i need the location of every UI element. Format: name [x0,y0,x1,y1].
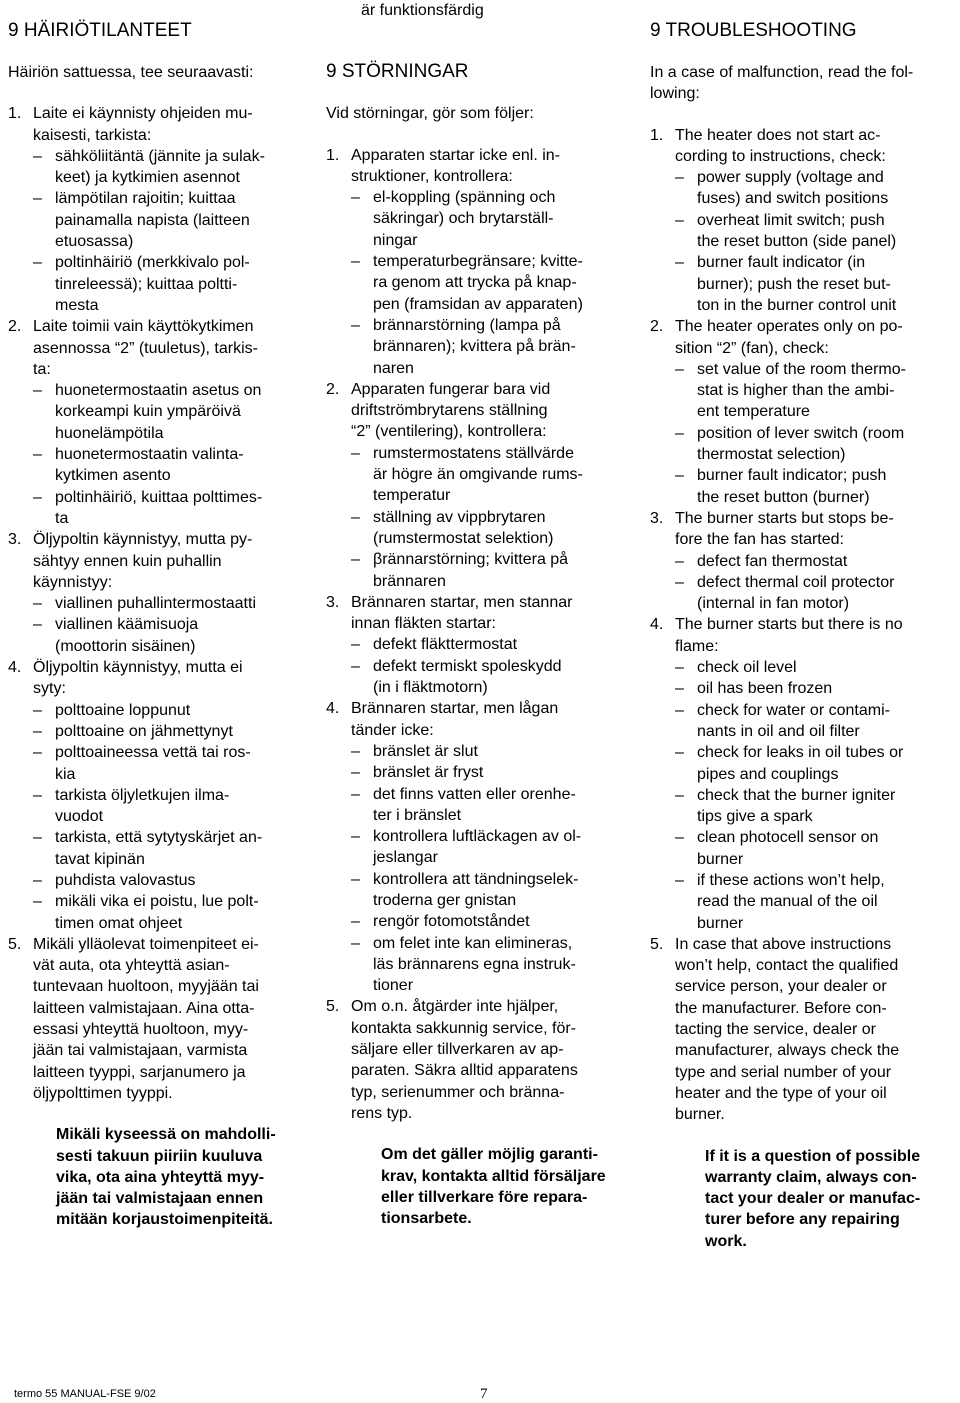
sub-item-text: lämpötilan rajoitin; kuittaa painamalla napista (laitteen etuosassa) [55,190,250,251]
sub-item-text: if these actions won’t help, read the manual of the oil burner [697,871,885,932]
item-text: Apparaten startar icke enl. in- struktioner, kontrollera: [351,146,560,185]
sub-item [351,634,648,655]
sv-section-title: 9 STÖRNINGAR [326,61,469,83]
sub-item-text: puhdista valovastus [55,871,196,889]
sub-item-text: huonetermostaatin asetus on korkeampi kuin ympäröivä huonelämpötila [55,382,262,442]
list-item [650,934,956,1126]
sub-item-text: power supply (voltage and fuses) and switch positions [697,169,889,208]
dash-bullet: – [675,467,684,485]
list-item [326,698,648,741]
sub-item [351,187,648,251]
sub-item [675,678,956,699]
item-text: Brännaren startar, men lågan tänder icke: [351,700,559,739]
en-section-title: 9 TROUBLESHOOTING [650,20,857,41]
sub-item [351,549,648,592]
dash-bullet: – [675,360,684,378]
item-text: The burner starts but stops be- fore the fan has started: [675,509,894,549]
list-item [326,996,648,1124]
sub-item [675,167,956,210]
sub-item-text: burner fault indicator; push the reset button (burner) [697,467,887,506]
item-number: 1. [650,126,664,144]
sub-item [351,443,648,507]
dash-bullet: – [33,254,42,272]
sub-item [351,826,648,869]
item-number: 5. [8,935,22,953]
list-item [8,103,308,146]
list-item [650,508,956,551]
sub-item [33,870,308,891]
sub-item [351,656,648,699]
item-text: Laite ei käynnisty ohjeiden mu- kaisesti, tarkista: [33,105,253,144]
sub-item-text: oil has been frozen [697,680,833,698]
item-text: Öljypoltin käynnistyy, mutta ei syty: [33,659,243,698]
sub-item-text: bränslet är fryst [373,764,484,782]
sub-item [33,487,308,530]
dash-bullet: – [675,169,684,187]
dash-bullet: – [33,446,42,464]
sub-item-text: ställning av vippbrytaren (rumstermostat selektion) [373,508,554,547]
english-column [650,20,956,1252]
sv-intro: Vid störningar, gör som följer: [326,105,534,123]
sub-item-text: defekt fläkttermostat [373,636,518,654]
dash-bullet: – [33,147,42,165]
list-item [650,125,956,168]
item-number: 1. [326,146,340,164]
sub-item-text: rengör fotomotståndet [373,913,530,931]
sub-item [351,251,648,315]
sub-item [351,933,648,997]
sub-item-text: polttoaine on jähmettynyt [55,722,233,740]
sub-item [675,572,956,615]
dash-bullet: – [675,744,684,762]
dash-bullet: – [351,316,360,334]
item-text: Öljypoltin käynnistyy, mutta py- sähtyy ennen kuin puhallin käynnistyy: [33,531,253,591]
dash-bullet: – [351,870,360,888]
sub-item-text: check oil level [697,659,797,677]
sub-item [33,146,308,189]
en-warranty-note: If it is a question of possible warranty claim, always con- tact your dealer or manufac- turer before any repairing work. [705,1147,921,1250]
sv-continued-line: är funktionsfärdig [361,2,484,19]
sub-item-text: defect fan thermostat [697,552,848,570]
list-item [326,379,648,443]
sub-item-text: check for water or contami- nants in oil and oil filter [697,701,890,740]
item-text: The burner starts but there is no flame: [675,616,903,655]
sub-item-text: sähköliitäntä (jännite ja sulak- keet) ja kytkimien asennot [55,147,265,187]
list-item [8,934,308,1104]
dash-bullet: – [675,659,684,677]
item-number: 2. [326,380,340,398]
dash-bullet: – [351,828,360,846]
sub-item [351,507,648,550]
dash-bullet: – [351,508,360,526]
sub-item [675,551,956,572]
dash-bullet: – [675,680,684,698]
dash-bullet: – [33,786,42,804]
dash-bullet: – [33,701,42,719]
sub-item-text: set value of the room thermo- stat is higher than the ambi- ent temperature [697,360,906,421]
item-number: 5. [326,998,340,1016]
sub-item [675,210,956,253]
sub-item-text: overheat limit switch; push the reset button (side panel) [697,211,897,251]
sub-item [675,742,956,785]
item-number: 3. [650,509,664,527]
sub-item-text: check for leaks in oil tubes or pipes and couplings [697,744,904,783]
sub-item [675,359,956,423]
dash-bullet: – [33,595,42,613]
sub-item [351,784,648,827]
dash-bullet: – [33,829,42,847]
sub-item-text: defekt termiskt spoleskydd (in i fläktmotorn) [373,657,562,697]
item-number: 4. [650,616,664,634]
footer-doc-id: termo 55 MANUAL-FSE 9/02 [14,1388,156,1400]
item-number: 3. [326,593,340,611]
list-item [326,145,648,188]
item-text: Mikäli ylläolevat toimenpiteet ei- vät auta, ota yhteyttä asian- tuntevaan huoltoon, myyjään tai laitteen valmistajaan. Aina otta- essasi yhteyttä huoltoon, myy- jään tai valmistajaan, varmista laitteen tyyppi, sarjanumero ja öljypolttimen tyyppi. [33,935,259,1102]
list-item [650,614,956,657]
fi-warranty-note: Mikäli kyseessä on mahdolli- sesti takuun piiriin kuuluva vika, ota aina yhteyttä myy- jään tai valmistajaan ennen mitään korjaustoimenpiteitä. [56,1126,276,1229]
dash-bullet: – [675,829,684,847]
en-item-list [650,125,956,1126]
page-number: 7 [480,1386,488,1402]
sub-item-text: tarkista, että sytytyskärjet an- tavat kipinän [55,829,263,868]
sub-item-text: el-koppling (spänning och säkringar) och brytarställ- ningar [373,189,556,249]
list-item [8,657,308,700]
sub-item-text: poltinhäiriö (merkkivalo pol- tinreleessä); kuittaa poltti- mesta [55,254,250,314]
sub-item-text: viallinen puhallintermostaatti [55,595,256,613]
sub-item-text: om felet inte kan elimineras, läs brännarens egna instruk- tioner [373,934,576,995]
item-text: In case that above instructions won’t help, contact the qualified service person, your dealer or the manufacturer. Before con- tacting the service, dealer or manufacturer, always check the type and serial number of your heater and the type of your oil burner. [675,935,900,1124]
dash-bullet: – [33,382,42,400]
fi-section-title: 9 HÄIRIÖTILANTEET [8,20,192,41]
sub-item [33,593,308,614]
sub-item [675,423,956,466]
sub-item [675,700,956,743]
dash-bullet: – [33,722,42,740]
item-text: The heater does not start ac- cording to instructions, check: [675,126,886,165]
fi-item-list [8,103,308,1104]
item-number: 5. [650,935,664,953]
dash-bullet: – [675,786,684,804]
sub-item-text: rumstermostatens ställvärde är högre än omgivande rums- temperatur [373,444,583,505]
dash-bullet: – [33,871,42,889]
dash-bullet: – [675,552,684,570]
dash-bullet: – [675,254,684,272]
sub-item-text: kontrollera luftläckagen av ol- jeslangar [373,828,582,867]
sub-item-text: burner fault indicator (in burner); push the reset but- ton in the burner control unit [697,254,897,314]
sub-item [351,762,648,783]
sub-item-text: polttoaineessa vettä tai ros- kia [55,744,251,783]
sub-item [33,380,308,444]
dash-bullet: – [351,934,360,952]
item-text: The heater operates only on po- sition “2” (fan), check: [675,318,903,357]
dash-bullet: – [675,701,684,719]
sub-item [33,827,308,870]
dash-bullet: – [351,636,360,654]
dash-bullet: – [675,211,684,229]
dash-bullet: – [351,253,360,271]
sub-item-text: clean photocell sensor on burner [697,829,879,868]
finnish-column [8,20,308,1231]
sub-item-text: brännarstörning (lampa på brännaren); kvittera på brän- naren [373,316,576,377]
item-number: 4. [326,700,340,718]
sub-item-text: poltinhäiriö, kuittaa polttimes- ta [55,488,263,527]
dash-bullet: – [33,744,42,762]
dash-bullet: – [351,913,360,931]
item-text: Brännaren startar, men stannar innan fläkten startar: [351,593,573,633]
sub-item-text: check that the burner igniter tips give a spark [697,786,896,826]
dash-bullet: – [351,444,360,462]
dash-bullet: – [351,785,360,803]
sub-item-text: det finns vatten eller orenhe- ter i bränslet [373,785,576,824]
dash-bullet: – [33,488,42,506]
sub-item-text: bränslet är slut [373,742,478,760]
sub-item [33,252,308,316]
dash-bullet: – [351,551,360,569]
list-item [650,316,956,359]
sub-item [675,657,956,678]
sub-item [351,315,648,379]
sub-item-text: temperaturbegränsare; kvitte- ra genom att trycka på knap- pen (framsidan av apparaten) [373,253,583,313]
dash-bullet: – [33,893,42,911]
dash-bullet: – [675,424,684,442]
sv-item-list [326,145,648,1125]
sub-item [33,188,308,252]
sub-item [33,444,308,487]
sub-item-text: tarkista öljyletkujen ilma- vuodot [55,786,230,826]
sub-item-text: defect thermal coil protector (internal in fan motor) [697,573,895,613]
item-text: Apparaten fungerar bara vid driftströmbrytarens ställning “2” (ventilering), kontrollera: [351,380,551,441]
item-number: 1. [8,105,22,123]
dash-bullet: – [351,742,360,760]
item-number: 3. [8,531,22,549]
sub-item-text: mikäli vika ei poistu, lue polt- timen omat ohjeet [55,893,259,932]
dash-bullet: – [33,190,42,208]
en-intro: In a case of malfunction, read the fol- lowing: [650,64,914,103]
item-text: Om o.n. åtgärder inte hjälper, kontakta sakkunnig service, för- säljare eller tillverkaren av ap- paraten. Säkra alltid apparatens typ, serienummer och bränna- rens typ. [351,998,578,1122]
sub-item [675,827,956,870]
dash-bullet: – [675,871,684,889]
dash-bullet: – [351,764,360,782]
list-item [8,316,308,380]
sub-item [33,700,308,721]
item-number: 2. [8,318,22,336]
sub-item-text: huonetermostaatin valinta- kytkimen asento [55,446,244,485]
swedish-column [326,0,648,1229]
list-item [326,592,648,635]
sub-item [675,252,956,316]
dash-bullet: – [33,616,42,634]
sub-item [33,721,308,742]
sub-item-text: βrännarstörning; kvittera på brännaren [373,551,569,590]
sub-item-text: polttoaine loppunut [55,701,191,719]
sv-warranty-note: Om det gäller möjlig garanti- krav, kontakta alltid försäljare eller tillverkare före repara- tionsarbete. [381,1146,606,1228]
sub-item [351,911,648,932]
sub-item [351,869,648,912]
fi-intro: Häiriön sattuessa, tee seuraavasti: [8,64,254,81]
list-item [8,529,308,593]
sub-item [33,891,308,934]
sub-item-text: position of lever switch (room thermostat selection) [697,424,905,464]
item-text: Laite toimii vain käyttökytkimen asennossa “2” (tuuletus), tarkis- ta: [33,318,258,378]
dash-bullet: – [351,657,360,675]
dash-bullet: – [675,573,684,591]
sub-item-text: kontrollera att tändningselek- troderna ger gnistan [373,870,579,909]
dash-bullet: – [351,189,360,207]
sub-item-text: viallinen käämisuoja (moottorin sisäinen) [55,616,199,655]
sub-item [33,742,308,785]
sub-item [351,741,648,762]
sub-item [33,614,308,657]
item-number: 4. [8,659,22,677]
item-number: 2. [650,318,664,336]
sub-item [33,785,308,828]
sub-item [675,785,956,828]
sub-item [675,465,956,508]
sub-item [675,870,956,934]
